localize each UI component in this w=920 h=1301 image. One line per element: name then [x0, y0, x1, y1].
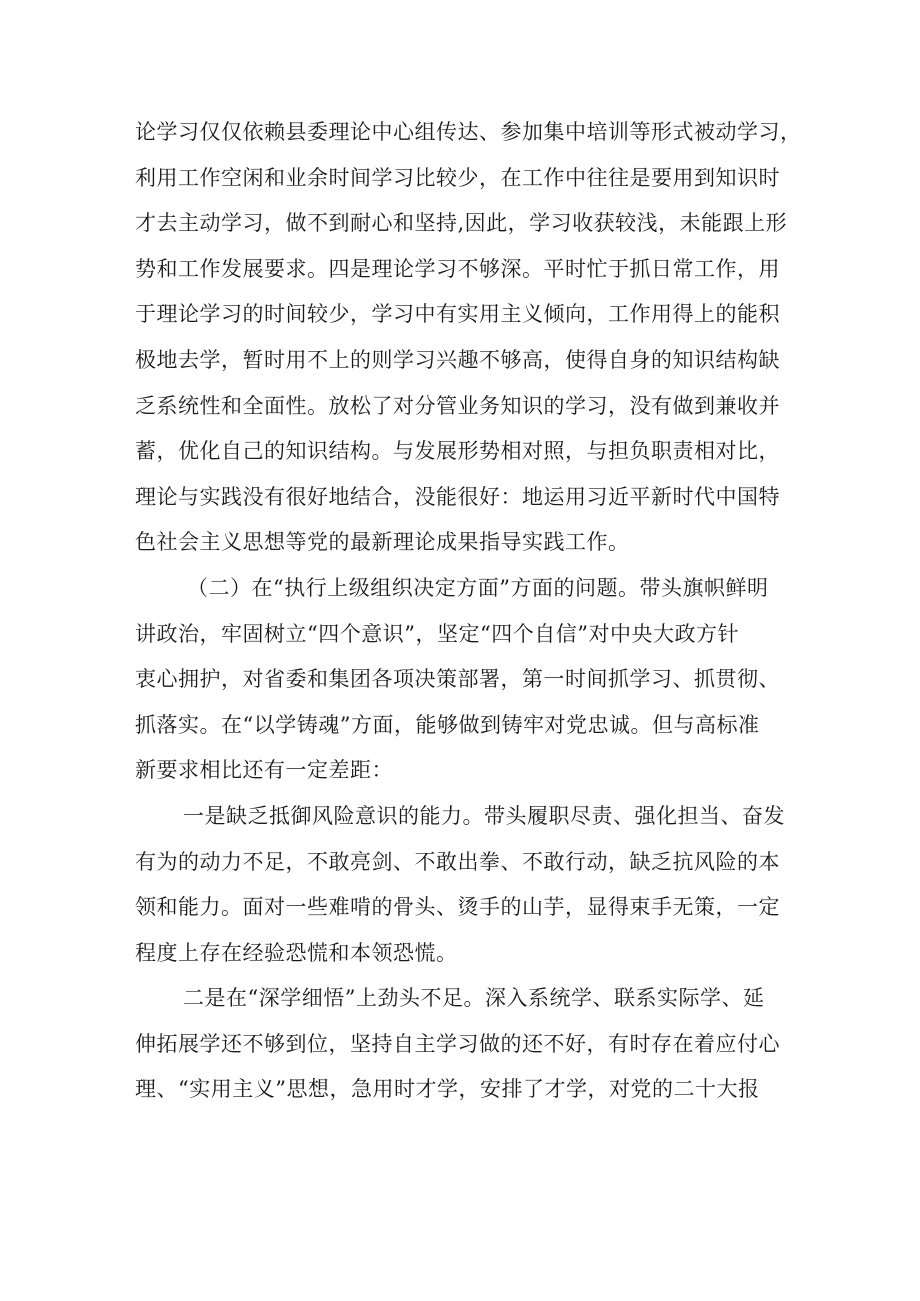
text-line: 论学习仅仅依赖县委理论中心组传达、参加集中培训等形式被动学习，	[135, 120, 802, 144]
text-line: 领和能力。面对一些难啃的骨头、烫手的山芋，显得束手无策，一定	[135, 895, 780, 920]
text-line: 势和工作发展要求。四是理论学习不够深。平时忙于抓日常工作，用	[135, 256, 780, 281]
text-line: 理论与实践没有很好地结合，没能很好：地运用习近平新时代中国特	[135, 484, 780, 509]
paragraph-p3	[135, 794, 795, 976]
text-line: 蓄，优化自己的知识结构。与发展形势相对照，与担负职责相对比，	[135, 439, 780, 464]
text-line: 乏系统性和全面性。放松了对分管业务知识的学习，没有做到兼收并	[135, 393, 780, 418]
text-line: 色社会主义思想等党的最新理论成果指导实践工作。	[135, 530, 630, 555]
text-line: 极地去学，暂时用不上的则学习兴趣不够高，使得自身的知识结构缺	[135, 347, 780, 372]
text-line: 抓落实。在“以学铸魂”方面，能够做到铸牢对党忠诚。但与高标准	[135, 712, 760, 737]
text-line: 一是缺乏抵御风险意识的能力。带头履职尽责、强化担当、奋发	[183, 803, 785, 828]
text-line: 利用工作空闲和业余时间学习比较少，在工作中往往是要用到知识时	[135, 165, 780, 190]
document-body	[135, 110, 802, 1113]
text-line: 讲政治，牢固树立“四个意识”，坚定“四个自信”对中央大政方针	[135, 621, 739, 646]
text-line: 有为的动力不足，不敢亮剑、不敢出拳、不敢行动，缺乏抗风险的本	[135, 849, 780, 874]
text-line: （二）在“执行上级组织决定方面”方面的问题。带头旗帜鲜明	[187, 575, 769, 600]
text-line: 于理论学习的时间较少，学习中有实用主义倾向，工作用得上的能积	[135, 302, 780, 327]
paragraph-p4	[135, 976, 795, 1113]
text-line: 才去主动学习，做不到耐心和坚持,因此，学习收获较浅，未能跟上形	[135, 211, 788, 236]
paragraph-p1	[135, 110, 802, 566]
text-line: 伸拓展学还不够到位，坚持自主学习做的还不好，有时存在着应付心	[135, 1031, 780, 1056]
paragraph-p2	[135, 566, 795, 794]
text-line: 二是在“深学细悟”上劲头不足。深入系统学、联系实际学、延	[183, 986, 765, 1011]
text-line: 新要求相比还有一定差距：	[135, 758, 393, 783]
text-line: 理、“实用主义”思想，急用时才学，安排了才学，对党的二十大报	[135, 1077, 760, 1102]
text-line: 程度上存在经验恐慌和本领恐慌。	[135, 940, 458, 965]
text-line: 衷心拥护，对省委和集团各项决策部署，第一时间抓学习、抓贯彻、	[135, 667, 780, 692]
